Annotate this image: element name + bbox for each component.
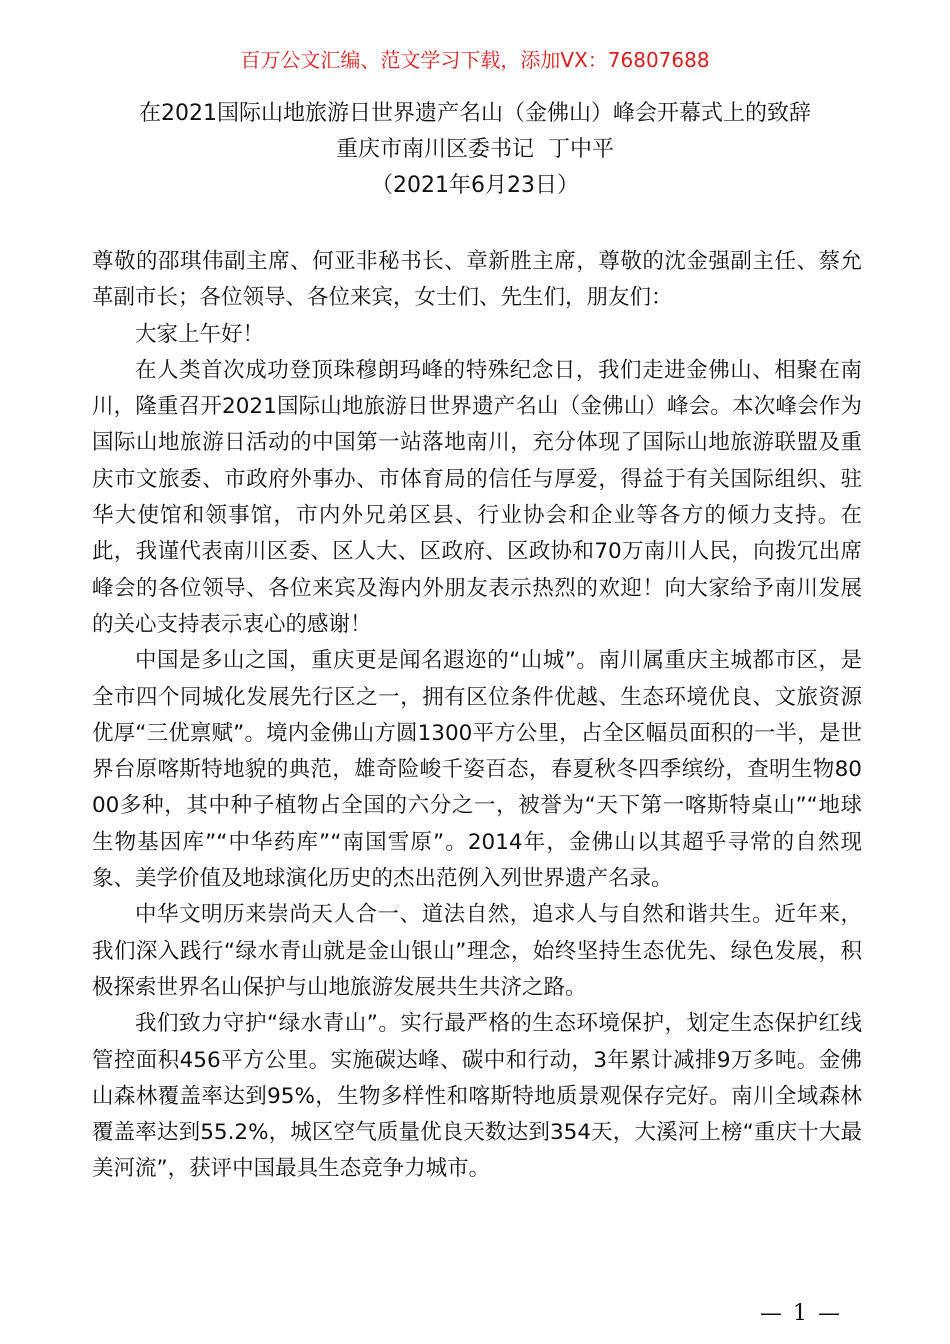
speaker-line: 重庆市南川区委书记 丁中平 (336, 137, 614, 162)
speech-body (92, 244, 862, 1188)
ecology-paragraph: 我们致力守护“绿水青山”。实行最严格的生态环境保护，划定生态保护红线管控面积456平方公里。实施碳达峰、碳中和行动，3年累计减排9万多吨。金佛山森林覆盖率达到95%，生物多样性和喀斯特地质景观保存完好。南川全域森林覆盖率达到55.2%，城区空气质量优良天数达到354天，大溪河上榜“重庆十大最美河流”，获评中国最具生态竞争力城市。 (92, 1011, 862, 1182)
speech-title: 在2021国际山地旅游日世界遗产名山（金佛山）峰会开幕式上的致辞 (139, 101, 811, 126)
greeting-paragraph: 大家上午好！ (135, 321, 265, 347)
mountain-city-paragraph: 中国是多山之国，重庆更是闻名遐迩的“山城”。南川属重庆主城都市区，是全市四个同城化发展先行区之一，拥有区位条件优越、生态环境优良、文旅资源优厚“三优禀赋”。境内金佛山方圆1300平方公里，占全区幅员面积的一半，是世界台原喀斯特地貌的典范，雄奇险峻千姿百态，春夏秋冬四季缤纷，查明生物8000多种，其中种子植物占全国的六分之一，被誉为“天下第一喀斯特桌山”“地球生物基因库”“中华药库”“南国雪原”。2014年，金佛山以其超乎寻常的自然现象、美学价值及地球演化历史的杰出范例入列世界遗产名录。 (92, 648, 862, 892)
salutation-paragraph: 尊敬的邵琪伟副主席、何亚非秘书长、章新胜主席，尊敬的沈金强副主任、蔡允革副市长；各位领导、各位来宾，女士们、先生们，朋友们： (92, 249, 862, 311)
harmony-paragraph: 中华文明历来崇尚天人合一、道法自然，追求人与自然和谐共生。近年来，我们深入践行“绿水青山就是金山银山”理念，始终坚持生态优先、绿色发展，积极探索世界名山保护与山地旅游发展共生共济之路。 (92, 902, 862, 1000)
speech-date: （2021年6月23日） (371, 173, 579, 198)
promo-banner: 百万公文汇编、范文学习下载，添加VX：76807688 (240, 48, 710, 72)
welcome-paragraph: 在人类首次成功登顶珠穆朗玛峰的特殊纪念日，我们走进金佛山、相聚在南川，隆重召开2021国际山地旅游日世界遗产名山（金佛山）峰会。本次峰会作为国际山地旅游日活动的中国第一站落地南川，充分体现了国际山地旅游联盟及重庆市文旅委、市政府外事办、市体育局的信任与厚爱，得益于有关国际组织、驻华大使馆和领事馆，市内外兄弟区县、行业协会和企业等各方的倾力支持。在此，我谨代表南川区委、区人大、区政府、区政协和70万南川人民，向拨冗出席峰会的各位领导、各位来宾及海内外朋友表示热烈的欢迎！向大家给予南川发展的关心支持表示衷心的感谢！ (92, 357, 862, 637)
page-number: — 1 — (760, 1301, 842, 1326)
title-block (0, 96, 950, 204)
page-footer (0, 1300, 950, 1328)
